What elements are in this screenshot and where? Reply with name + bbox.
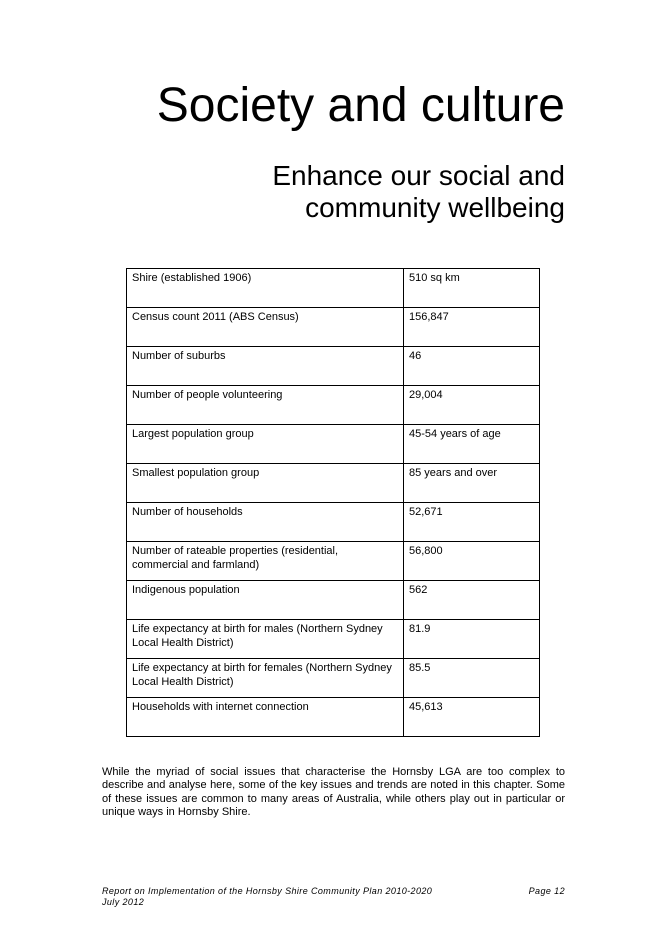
fact-value: 46 [404, 347, 540, 386]
fact-value: 81.9 [404, 620, 540, 659]
table-row [127, 386, 540, 425]
fact-value: 562 [404, 581, 540, 620]
table-row [127, 542, 540, 581]
page-footer [102, 886, 565, 908]
table-row [127, 581, 540, 620]
shire-facts-table [126, 268, 540, 737]
footer-page-number: Page 12 [528, 886, 565, 896]
page-title: Society and culture [156, 79, 565, 132]
fact-label: Census count 2011 (ABS Census) [127, 308, 404, 347]
subtitle-line-1: Enhance our social and [272, 160, 565, 191]
fact-label: Indigenous population [127, 581, 404, 620]
fact-value: 510 sq km [404, 269, 540, 308]
table-row [127, 308, 540, 347]
fact-label: Life expectancy at birth for females (Northern Sydney Local Health District) [127, 659, 404, 698]
fact-value: 85 years and over [404, 464, 540, 503]
fact-value: 45-54 years of age [404, 425, 540, 464]
fact-label: Shire (established 1906) [127, 269, 404, 308]
body-paragraph: While the myriad of social issues that characterise the Hornsby LGA are too complex to describe and analyse here, some of the key issues and trends are noted in this chapter. Some of these issues are common to many areas of Australia, while others play out in particular or unique ways in Hornsby Shire. [102, 766, 565, 818]
fact-value: 29,004 [404, 386, 540, 425]
page-subtitle [272, 160, 565, 224]
fact-label: Largest population group [127, 425, 404, 464]
table-row [127, 659, 540, 698]
fact-label: Households with internet connection [127, 698, 404, 737]
footer-report-title: Report on Implementation of the Hornsby Shire Community Plan 2010-2020 [102, 886, 433, 896]
fact-value: 56,800 [404, 542, 540, 581]
footer-date: July 2012 [102, 897, 145, 907]
fact-value: 85.5 [404, 659, 540, 698]
table-row [127, 347, 540, 386]
fact-value: 45,613 [404, 698, 540, 737]
fact-label: Number of people volunteering [127, 386, 404, 425]
table-row [127, 620, 540, 659]
fact-label: Number of rateable properties (residential, commercial and farmland) [127, 542, 404, 581]
table-row [127, 698, 540, 737]
fact-label: Life expectancy at birth for males (Northern Sydney Local Health District) [127, 620, 404, 659]
fact-label: Number of households [127, 503, 404, 542]
fact-value: 52,671 [404, 503, 540, 542]
fact-value: 156,847 [404, 308, 540, 347]
table-row [127, 425, 540, 464]
table-row [127, 503, 540, 542]
fact-label: Smallest population group [127, 464, 404, 503]
table-row [127, 269, 540, 308]
subtitle-line-2: community wellbeing [305, 192, 565, 223]
fact-label: Number of suburbs [127, 347, 404, 386]
table-row [127, 464, 540, 503]
